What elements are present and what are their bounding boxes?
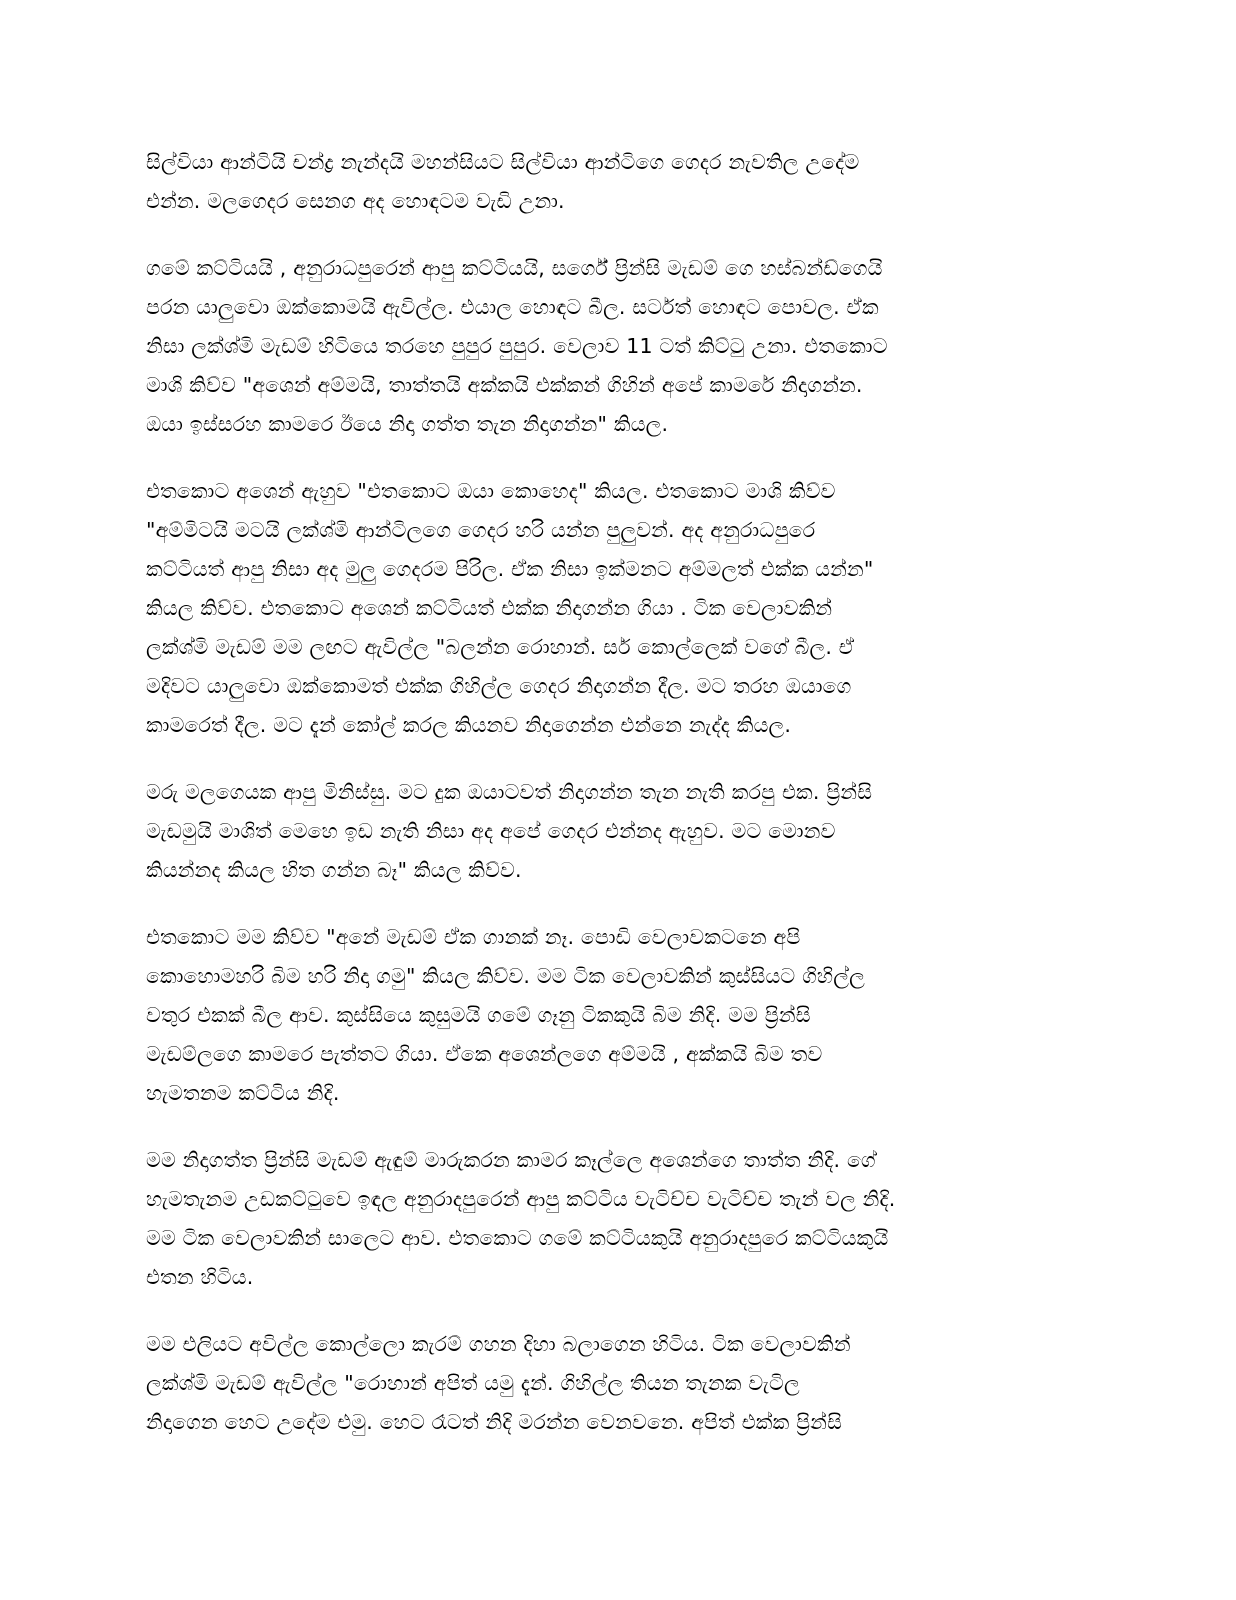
text-line: මැඩම්ලගෙ කාමරෙ පැත්තට ගියා. ඒකෙ අශෙන්ලගෙ අම්මයි , අක්කයි බිම තව bbox=[146, 1042, 823, 1066]
paragraph-3 bbox=[146, 472, 1086, 745]
paragraph-5 bbox=[146, 918, 1086, 1113]
text-line: හැමතනම කට්ටිය නිදි. bbox=[146, 1081, 340, 1105]
text-line: එතකොට අශෙන් ඇහුව "එතකොට ඔයා කොහෙද" කියල. එතකොට මාශි කිව්ව bbox=[146, 479, 836, 503]
paragraph-7 bbox=[146, 1325, 1086, 1442]
paragraph-1 bbox=[146, 143, 1086, 221]
text-line: පරන යාලුවො ඔක්කොමයි ඇවිල්ල. එයාල හොඳට බීල. සර්ටත් හොඳට පොවල. ඒක bbox=[146, 295, 879, 319]
document-body bbox=[146, 143, 1086, 1470]
text-line: එතන හිටිය. bbox=[146, 1265, 254, 1289]
text-line: ගමේ කට්ටියයි , අනුරාධපුරෙන් ආපු කට්ටියයි, සර්ගේ ප්‍රින්සි මැඩම් ගෙ හස්බන්ඩ්ගෙයි bbox=[146, 256, 883, 280]
text-line: මදිවට යාලුවො ඔක්කොමත් එක්ක ගිහිල්ල ගෙදර නිදාගන්න දීල. මට තරහ ඔයාගෙ bbox=[146, 674, 852, 698]
text-line: "අම්මිටයි මටයි ලක්ශ්මි ආන්ටිලගෙ ගෙදර හරි යන්න පුලුවන්. අද අනුරාධපුරෙ bbox=[146, 518, 816, 542]
text-line: මාශි කිව්ව "අශෙන් අම්මයි, තාත්තයි අක්කයි එක්කන් ගිහින් අපේ කාමරේ නිදාගන්න. bbox=[146, 373, 863, 397]
paragraph-2 bbox=[146, 249, 1086, 444]
text-line: එතකොට මම කිව්ව "අනේ මැඩම් ඒක ගානක් නෑ. පොඩි වෙලාවකටනෙ අපි bbox=[146, 925, 801, 949]
text-line: මැඩමුයි මාශිත් මෙහෙ ඉඩ නැති නිසා අද අපේ ගෙදර එන්නද ඇහුව. මට මොනව bbox=[146, 819, 836, 843]
text-line: කොහොමහරි බිම හරි නිදා ගමු" කියල කිව්ව. මම ටික වෙලාවකින් කුස්සියට ගිහිල්ල bbox=[146, 964, 865, 988]
text-line: කට්ටියත් ආපු නිසා අද මුලු ගෙදරම පිරිල. ඒක නිසා ඉක්මනට අම්මලත් එක්ක යන්න" bbox=[146, 557, 874, 581]
text-line: මම නිදාගත්ත ප්‍රින්සි මැඩම් ඇඳුම් මාරුකරන කාමර කෑල්ලෙ අශෙන්ගෙ තාත්ත නිදි. ගේ bbox=[146, 1148, 876, 1172]
text-line: නිසා ලක්ශ්මි මැඩම් හිටියෙ තරහෙ පුපුර පුපුර. වෙලාව 11 ටත් කිට්ටු උනා. එතකොට bbox=[146, 334, 888, 358]
text-line: වතුර එකක් බීල ආව. කුස්සියෙ කුසුමයි ගමේ ගෑනු ටිකකුයි බිම නිදි. මම ප්‍රින්සි bbox=[146, 1003, 811, 1027]
text-line: ලක්ශ්මි මැඩම් මම ලඟට ඇවිල්ල "බලන්න රොහාන්. සර් කොල්ලෙක් වගේ බීල. ඒ bbox=[146, 635, 855, 659]
text-line: හැමතැනම උඩකට්ටුවෙ ඉඳල අනුරාදපුරෙන් ආපු කට්ටිය වැටිච්ච වැටිච්ච තැන් වල නිදි. bbox=[146, 1187, 896, 1211]
paragraph-4 bbox=[146, 773, 1086, 890]
text-line: සිල්වියා ආන්ටියි චන්ද්‍ර නැන්දයි මහන්සියට සිල්වියා ආන්ටිගෙ ගෙදර නැවතිල උදේම bbox=[146, 150, 860, 174]
text-line: කාමරෙත් දීල. මට දැන් කෝල් කරල කියනව නිදාගෙන්න එන්නෙ නැද්ද කියල. bbox=[146, 713, 792, 737]
text-line: මම ටික වෙලාවකින් සාලෙට ආව. එතකොට ගමේ කට්ටියකුයි අනුරාදපුරෙ කට්ටියකුයි bbox=[146, 1226, 889, 1250]
text-line: එන්න. මලගෙදර සෙනග අද හොඳටම වැඩි උනා. bbox=[146, 189, 565, 213]
text-line: මරු මලගෙයක ආපු මිනිස්සු. මට දුක ඔයාටවත් නිදාගන්න තැන නැති කරපු එක. ප්‍රින්සි bbox=[146, 780, 873, 804]
text-line: මම එලියට අවිල්ල කොල්ලො කැරම් ගහන දිහා බලාගෙන හිටිය. ටික වෙලාවකින් bbox=[146, 1332, 851, 1356]
paragraph-6 bbox=[146, 1141, 1086, 1297]
text-line: ලක්ශ්මි මැඩම් ඇවිල්ල "රොහාන් අපිත් යමු දැන්. ගිහිල්ල තියන තැනක වැටිල bbox=[146, 1371, 800, 1395]
text-line: කියල කිව්ව. එතකොට අශෙන් කට්ටියත් එක්ක නිදාගන්න ගියා . ටික වෙලාවකින් bbox=[146, 596, 833, 620]
text-line: ඔයා ඉස්සරහ කාමරෙ ඊයෙ නිදා ගත්ත තැන නිදාගන්න" කියල. bbox=[146, 412, 669, 436]
text-line: කියන්නද කියල හිත ගන්න බෑ" කියල කිව්ව. bbox=[146, 858, 522, 882]
text-line: නිදාගෙන හෙට උදේම එමු. හෙට රෑටත් නිදි මරන්න වෙනවනෙ. අපිත් එක්ක ප්‍රින්සි bbox=[146, 1410, 843, 1434]
